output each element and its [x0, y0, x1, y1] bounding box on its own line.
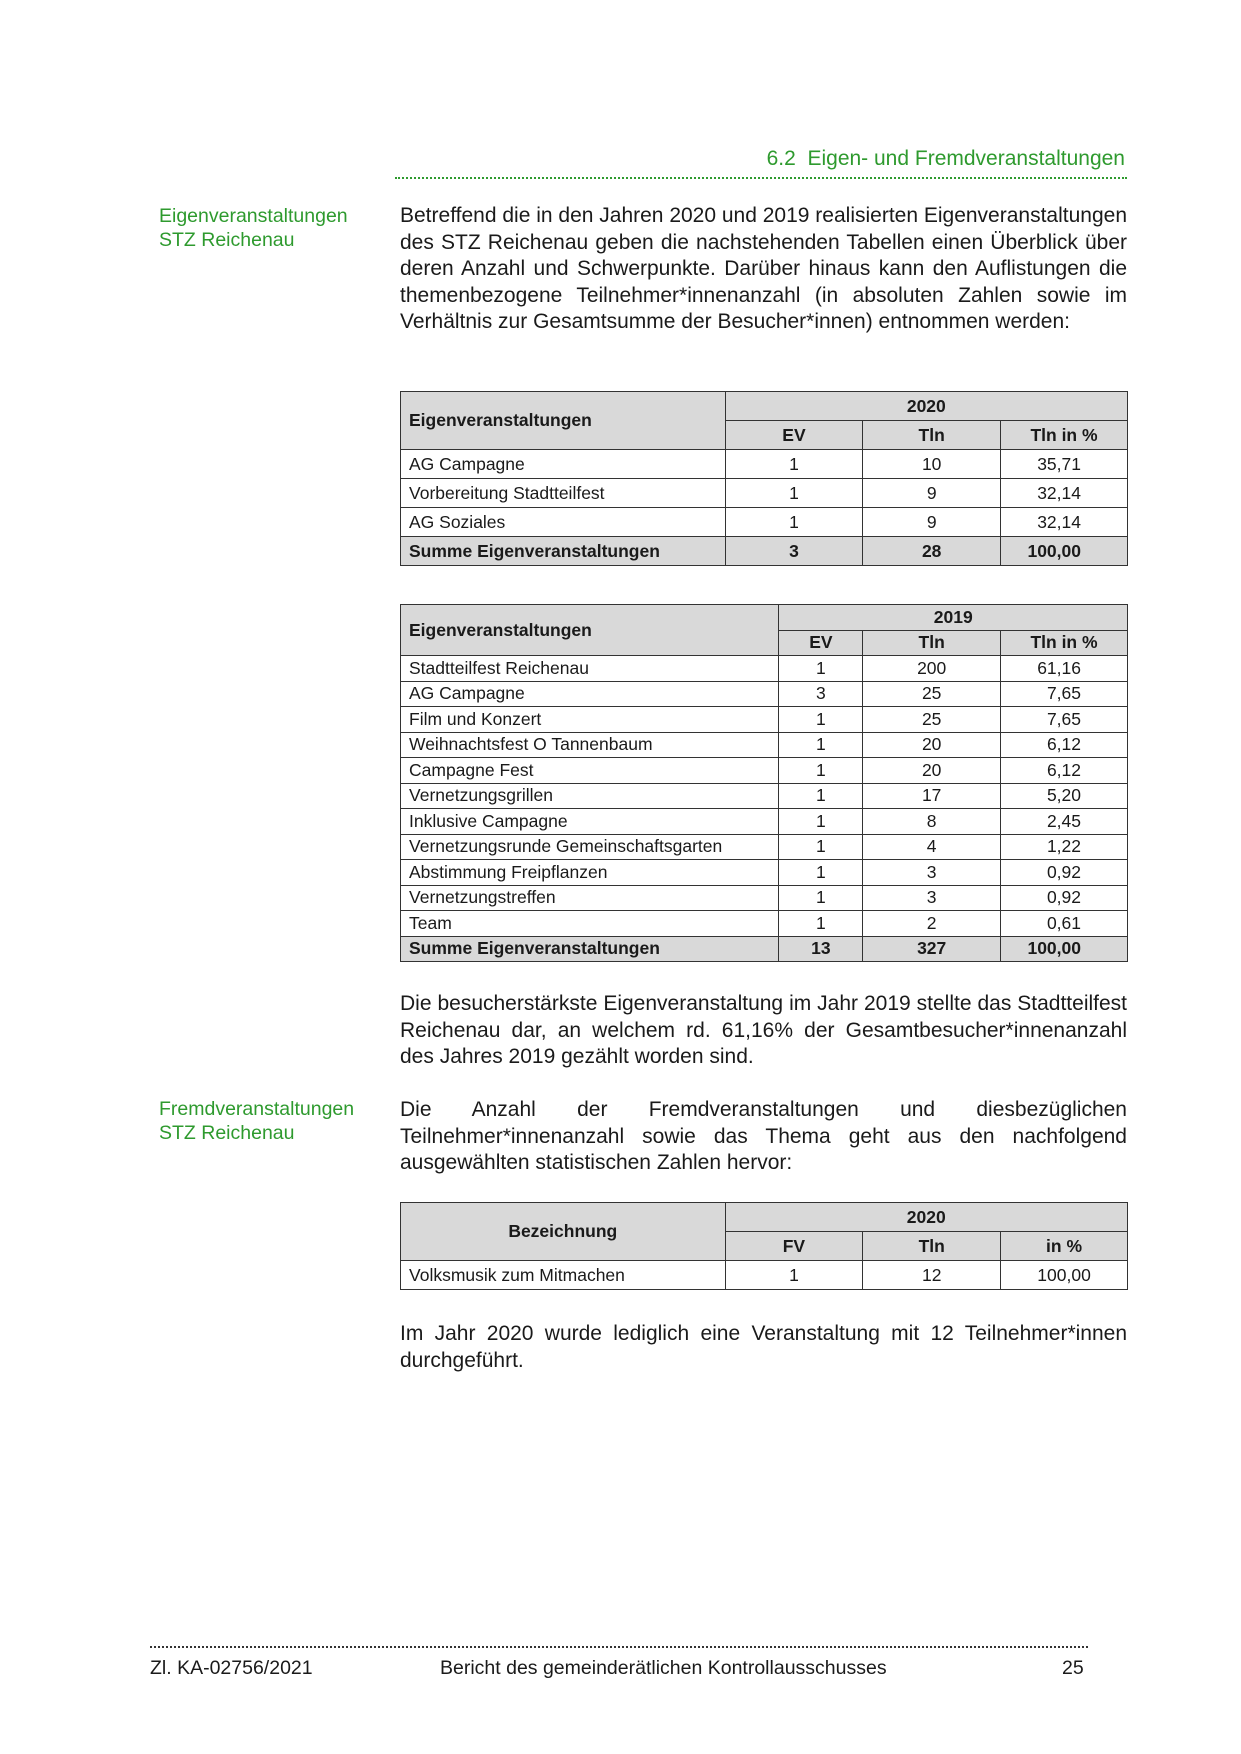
cell-pct: 61,16 [1001, 656, 1128, 682]
table-2020 [400, 391, 1128, 566]
cell-pct: 7,65 [1001, 681, 1128, 707]
table-row [401, 681, 1128, 707]
table-row [401, 758, 1128, 784]
column-header-pct: Tln in % [1001, 421, 1128, 450]
cell-ev: 1 [779, 885, 863, 911]
cell-pct: 1,22 [1001, 834, 1128, 860]
cell-pct: 2,45 [1001, 809, 1128, 835]
cell-tln: 20 [863, 758, 1001, 784]
cell-name: Team [401, 911, 779, 937]
cell-ev: 1 [779, 656, 863, 682]
cell-pct: 32,14 [1001, 508, 1128, 537]
column-header-ev: EV [779, 630, 863, 656]
section-number: 6.2 [766, 147, 796, 170]
cell-pct: 0,92 [1001, 860, 1128, 886]
cell-ev: 1 [779, 783, 863, 809]
cell-pct: 0,92 [1001, 885, 1128, 911]
cell-tln: 25 [863, 681, 1001, 707]
side-label-eigen [159, 204, 348, 252]
table-year-header: 2020 [725, 392, 1127, 421]
cell-tln: 3 [863, 885, 1001, 911]
footer-title: Bericht des gemeinderätlichen Kontrollausschusses [440, 1657, 887, 1679]
cell-name: Stadtteilfest Reichenau [401, 656, 779, 682]
side-label-line: Fremdveranstaltungen [159, 1098, 355, 1120]
column-header-tln: Tln [863, 421, 1001, 450]
side-label-line: STZ Reichenau [159, 1122, 295, 1144]
cell-tln: 4 [863, 834, 1001, 860]
cell-tln: 2 [863, 911, 1001, 937]
section-divider [395, 177, 1127, 179]
cell-name: Abstimmung Freipflanzen [401, 860, 779, 886]
cell-name: Vernetzungstreffen [401, 885, 779, 911]
cell-pct: 100,00 [1001, 936, 1128, 962]
table-sum-row [401, 936, 1128, 962]
section-title: Eigen- und Fremdveranstaltungen [807, 147, 1125, 170]
cell-tln: 10 [863, 450, 1001, 479]
cell-name: AG Campagne [401, 681, 779, 707]
cell-ev: 13 [779, 936, 863, 962]
table-body [401, 656, 1128, 937]
cell-pct: 32,14 [1001, 479, 1128, 508]
table-row [401, 450, 1128, 479]
table-row [401, 783, 1128, 809]
table-row [401, 479, 1128, 508]
table-fremd [400, 1202, 1128, 1290]
cell-tln: 17 [863, 783, 1001, 809]
cell-tln: 28 [863, 537, 1001, 566]
cell-tln: 25 [863, 707, 1001, 733]
table-row [401, 707, 1128, 733]
table-row [401, 732, 1128, 758]
cell-ev: 1 [779, 809, 863, 835]
cell-pct: 7,65 [1001, 707, 1128, 733]
cell-ev: 1 [725, 508, 863, 537]
cell-name: Summe Eigenveranstaltungen [401, 936, 779, 962]
cell-ev: 1 [779, 834, 863, 860]
cell-pct: 35,71 [1001, 450, 1128, 479]
column-header-fv: FV [725, 1232, 863, 1261]
table-row [401, 834, 1128, 860]
cell-ev: 1 [779, 911, 863, 937]
cell-name: Film und Konzert [401, 707, 779, 733]
table-label-header: Bezeichnung [401, 1203, 726, 1261]
cell-ev: 1 [779, 758, 863, 784]
column-header-tln: Tln [863, 630, 1001, 656]
cell-pct: 100,00 [1001, 537, 1128, 566]
column-header-pct: Tln in % [1001, 630, 1128, 656]
table-row [401, 860, 1128, 886]
table-row [401, 1261, 1128, 1290]
cell-tln: 20 [863, 732, 1001, 758]
cell-ev: 1 [779, 860, 863, 886]
page-number: 25 [1062, 1657, 1084, 1679]
section-heading [395, 147, 1125, 171]
cell-pct: 5,20 [1001, 783, 1128, 809]
table-2019 [400, 604, 1128, 962]
cell-tln: 12 [863, 1261, 1001, 1290]
cell-tln: 8 [863, 809, 1001, 835]
cell-name: Summe Eigenveranstaltungen [401, 537, 726, 566]
cell-name: Weihnachtsfest O Tannenbaum [401, 732, 779, 758]
cell-tln: 9 [863, 508, 1001, 537]
column-header-ev: EV [725, 421, 863, 450]
table-row [401, 656, 1128, 682]
footer-divider [150, 1646, 1088, 1648]
cell-ev: 1 [725, 450, 863, 479]
table-label-header: Eigenveranstaltungen [401, 605, 779, 656]
cell-pct: 6,12 [1001, 732, 1128, 758]
table-row [401, 508, 1128, 537]
cell-ev: 3 [779, 681, 863, 707]
cell-name: Volksmusik zum Mitmachen [401, 1261, 726, 1290]
footer-reference: Zl. KA-02756/2021 [150, 1657, 313, 1679]
cell-ev: 3 [725, 537, 863, 566]
cell-tln: 327 [863, 936, 1001, 962]
cell-name: AG Campagne [401, 450, 726, 479]
cell-name: Vorbereitung Stadtteilfest [401, 479, 726, 508]
cell-pct: 100,00 [1001, 1261, 1128, 1290]
cell-ev: 1 [779, 707, 863, 733]
side-label-line: Eigenveranstaltungen [159, 205, 348, 227]
after-2019-paragraph: Die besucherstärkste Eigenveranstaltung im Jahr 2019 stellte das Stadtteilfest Reichenau dar, an welchem rd. 61,16% der Gesamtbesucher*innenanzahl des Jahres 2019 gezählt worden sind. [400, 992, 1127, 1068]
table-row [401, 911, 1128, 937]
side-label-line: STZ Reichenau [159, 229, 295, 251]
cell-tln: 9 [863, 479, 1001, 508]
side-label-fremd [159, 1097, 354, 1145]
cell-name: Vernetzungsgrillen [401, 783, 779, 809]
intro-paragraph: Betreffend die in den Jahren 2020 und 2019 realisierten Eigenveranstaltungen des STZ Reichenau geben die nachstehenden Tabellen einen Überblick über deren Anzahl und Schwerpunkte. Darüber hinaus kann den Auflistungen die themenbezogene Teilnehmer*innenanzahl (in absoluten Zahlen sowie im Verhältnis zur Gesamtsumme der Besucher*innen) entnommen werden: [400, 204, 1127, 333]
cell-name: Inklusive Campagne [401, 809, 779, 835]
cell-tln: 3 [863, 860, 1001, 886]
table-year-header: 2019 [779, 605, 1128, 631]
fremd-outro-paragraph: Im Jahr 2020 wurde lediglich eine Veranstaltung mit 12 Teilnehmer*innen durchgeführt. [400, 1322, 1127, 1372]
cell-ev: 1 [779, 732, 863, 758]
cell-ev: 1 [725, 479, 863, 508]
cell-fv: 1 [725, 1261, 863, 1290]
cell-tln: 200 [863, 656, 1001, 682]
table-sum-row [401, 537, 1128, 566]
column-header-tln: Tln [863, 1232, 1001, 1261]
table-label-header: Eigenveranstaltungen [401, 392, 726, 450]
fremd-intro-paragraph: Die Anzahl der Fremdveranstaltungen und diesbezüglichen Teilnehmer*innenanzahl sowie das Thema geht aus den nachfolgend ausgewählten statistischen Zahlen hervor: [400, 1098, 1127, 1174]
cell-name: AG Soziales [401, 508, 726, 537]
table-year-header: 2020 [725, 1203, 1127, 1232]
cell-pct: 0,61 [1001, 911, 1128, 937]
table-row [401, 885, 1128, 911]
cell-name: Campagne Fest [401, 758, 779, 784]
table-row [401, 809, 1128, 835]
cell-pct: 6,12 [1001, 758, 1128, 784]
column-header-pct: in % [1001, 1232, 1128, 1261]
cell-name: Vernetzungsrunde Gemeinschaftsgarten [401, 834, 779, 860]
